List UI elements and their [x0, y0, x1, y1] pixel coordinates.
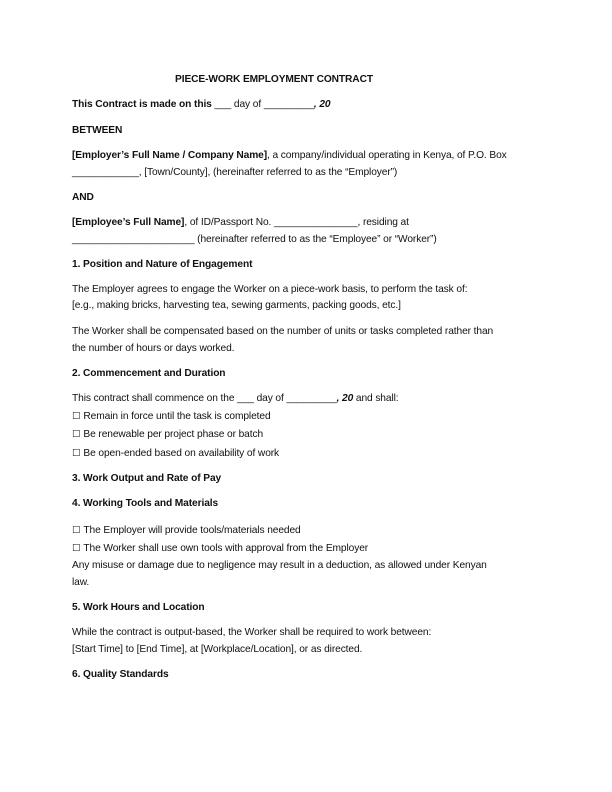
- commence-day-of: day of: [253, 393, 287, 404]
- option-label: The Worker shall use own tools with approval from the Employer: [83, 543, 369, 554]
- tools-option[interactable]: [72, 524, 301, 537]
- section-1-text: The Worker shall be compensated based on the number of units or tasks completed rather than: [72, 326, 494, 337]
- section-1-heading: 1. Position and Nature of Engagement: [72, 259, 253, 270]
- and-label: AND: [72, 192, 94, 203]
- document-title: PIECE-WORK EMPLOYMENT CONTRACT: [175, 74, 373, 85]
- option-label: Be open-ended based on availability of work: [83, 448, 280, 459]
- section-2-heading: 2. Commencement and Duration: [72, 368, 226, 379]
- section-4-text: Any misuse or damage due to negligence may result in a deduction, as allowed under Kenyan: [72, 560, 487, 571]
- employee-line-2-text: (hereinafter referred to as the “Employee” or “Worker”): [194, 234, 437, 245]
- commence-suffix: and shall:: [353, 393, 399, 404]
- section-3-heading: 3. Work Output and Rate of Pay: [72, 473, 222, 484]
- employee-id-text: , of ID/Passport No.: [184, 217, 274, 228]
- section-1-text: the number of hours or days worked.: [72, 343, 235, 354]
- intro-prefix: This Contract is made on this: [72, 99, 212, 110]
- po-box-blank[interactable]: ____________: [72, 167, 139, 178]
- option-label: Be renewable per project phase or batch: [83, 429, 264, 440]
- checkbox-icon[interactable]: ☐: [72, 543, 81, 554]
- option-label: Remain in force until the task is completed: [83, 411, 271, 422]
- commence-day-blank[interactable]: ___: [237, 393, 254, 404]
- between-label: BETWEEN: [72, 125, 123, 136]
- commence-date-line: [72, 392, 399, 405]
- employee-line-1: [72, 216, 409, 229]
- checkbox-icon[interactable]: ☐: [72, 448, 81, 459]
- month-blank[interactable]: _________: [263, 99, 314, 110]
- residing-text: , residing at: [357, 217, 409, 228]
- day-of-text: day of: [231, 99, 264, 110]
- commence-month-blank[interactable]: _________: [286, 393, 337, 404]
- option-label: The Employer will provide tools/materials needed: [83, 525, 301, 536]
- section-1-text: [e.g., making bricks, harvesting tea, sewing garments, packing goods, etc.]: [72, 300, 401, 311]
- section-4-heading: 4. Working Tools and Materials: [72, 498, 219, 509]
- employer-name-placeholder[interactable]: [Employer’s Full Name / Company Name]: [72, 150, 268, 161]
- employer-line-2-text: , [Town/County], (hereinafter referred to as the “Employer”): [138, 167, 398, 178]
- employer-line-1-text: , a company/individual operating in Kenya, of P.O. Box: [267, 150, 507, 161]
- employee-name-placeholder[interactable]: [Employee’s Full Name]: [72, 217, 185, 228]
- section-6-heading: 6. Quality Standards: [72, 669, 169, 680]
- duration-option[interactable]: [72, 447, 279, 460]
- employee-line-2: [72, 233, 437, 246]
- employer-line-1: [72, 149, 507, 162]
- section-4-text: law.: [72, 577, 90, 588]
- section-5-text: While the contract is output-based, the Worker shall be required to work between:: [72, 627, 432, 638]
- contract-date-line: [72, 98, 331, 111]
- section-5-heading: 5. Work Hours and Location: [72, 602, 205, 613]
- commence-prefix: This contract shall commence on the: [72, 393, 238, 404]
- checkbox-icon[interactable]: ☐: [72, 411, 81, 422]
- year-prefix: , 20: [313, 99, 331, 110]
- checkbox-icon[interactable]: ☐: [72, 429, 81, 440]
- commence-year: , 20: [336, 393, 354, 404]
- section-1-text: The Employer agrees to engage the Worker on a piece-work basis, to perform the task of:: [72, 284, 468, 295]
- duration-option[interactable]: [72, 410, 271, 423]
- duration-option[interactable]: [72, 428, 263, 441]
- checkbox-icon[interactable]: ☐: [72, 525, 81, 536]
- id-passport-blank[interactable]: _______________: [273, 217, 358, 228]
- residence-blank[interactable]: ______________________: [72, 234, 195, 245]
- employer-line-2: [72, 166, 397, 179]
- tools-option[interactable]: [72, 542, 368, 555]
- day-blank[interactable]: ___: [214, 99, 232, 110]
- section-5-text: [Start Time] to [End Time], at [Workplace/Location], or as directed.: [72, 644, 363, 655]
